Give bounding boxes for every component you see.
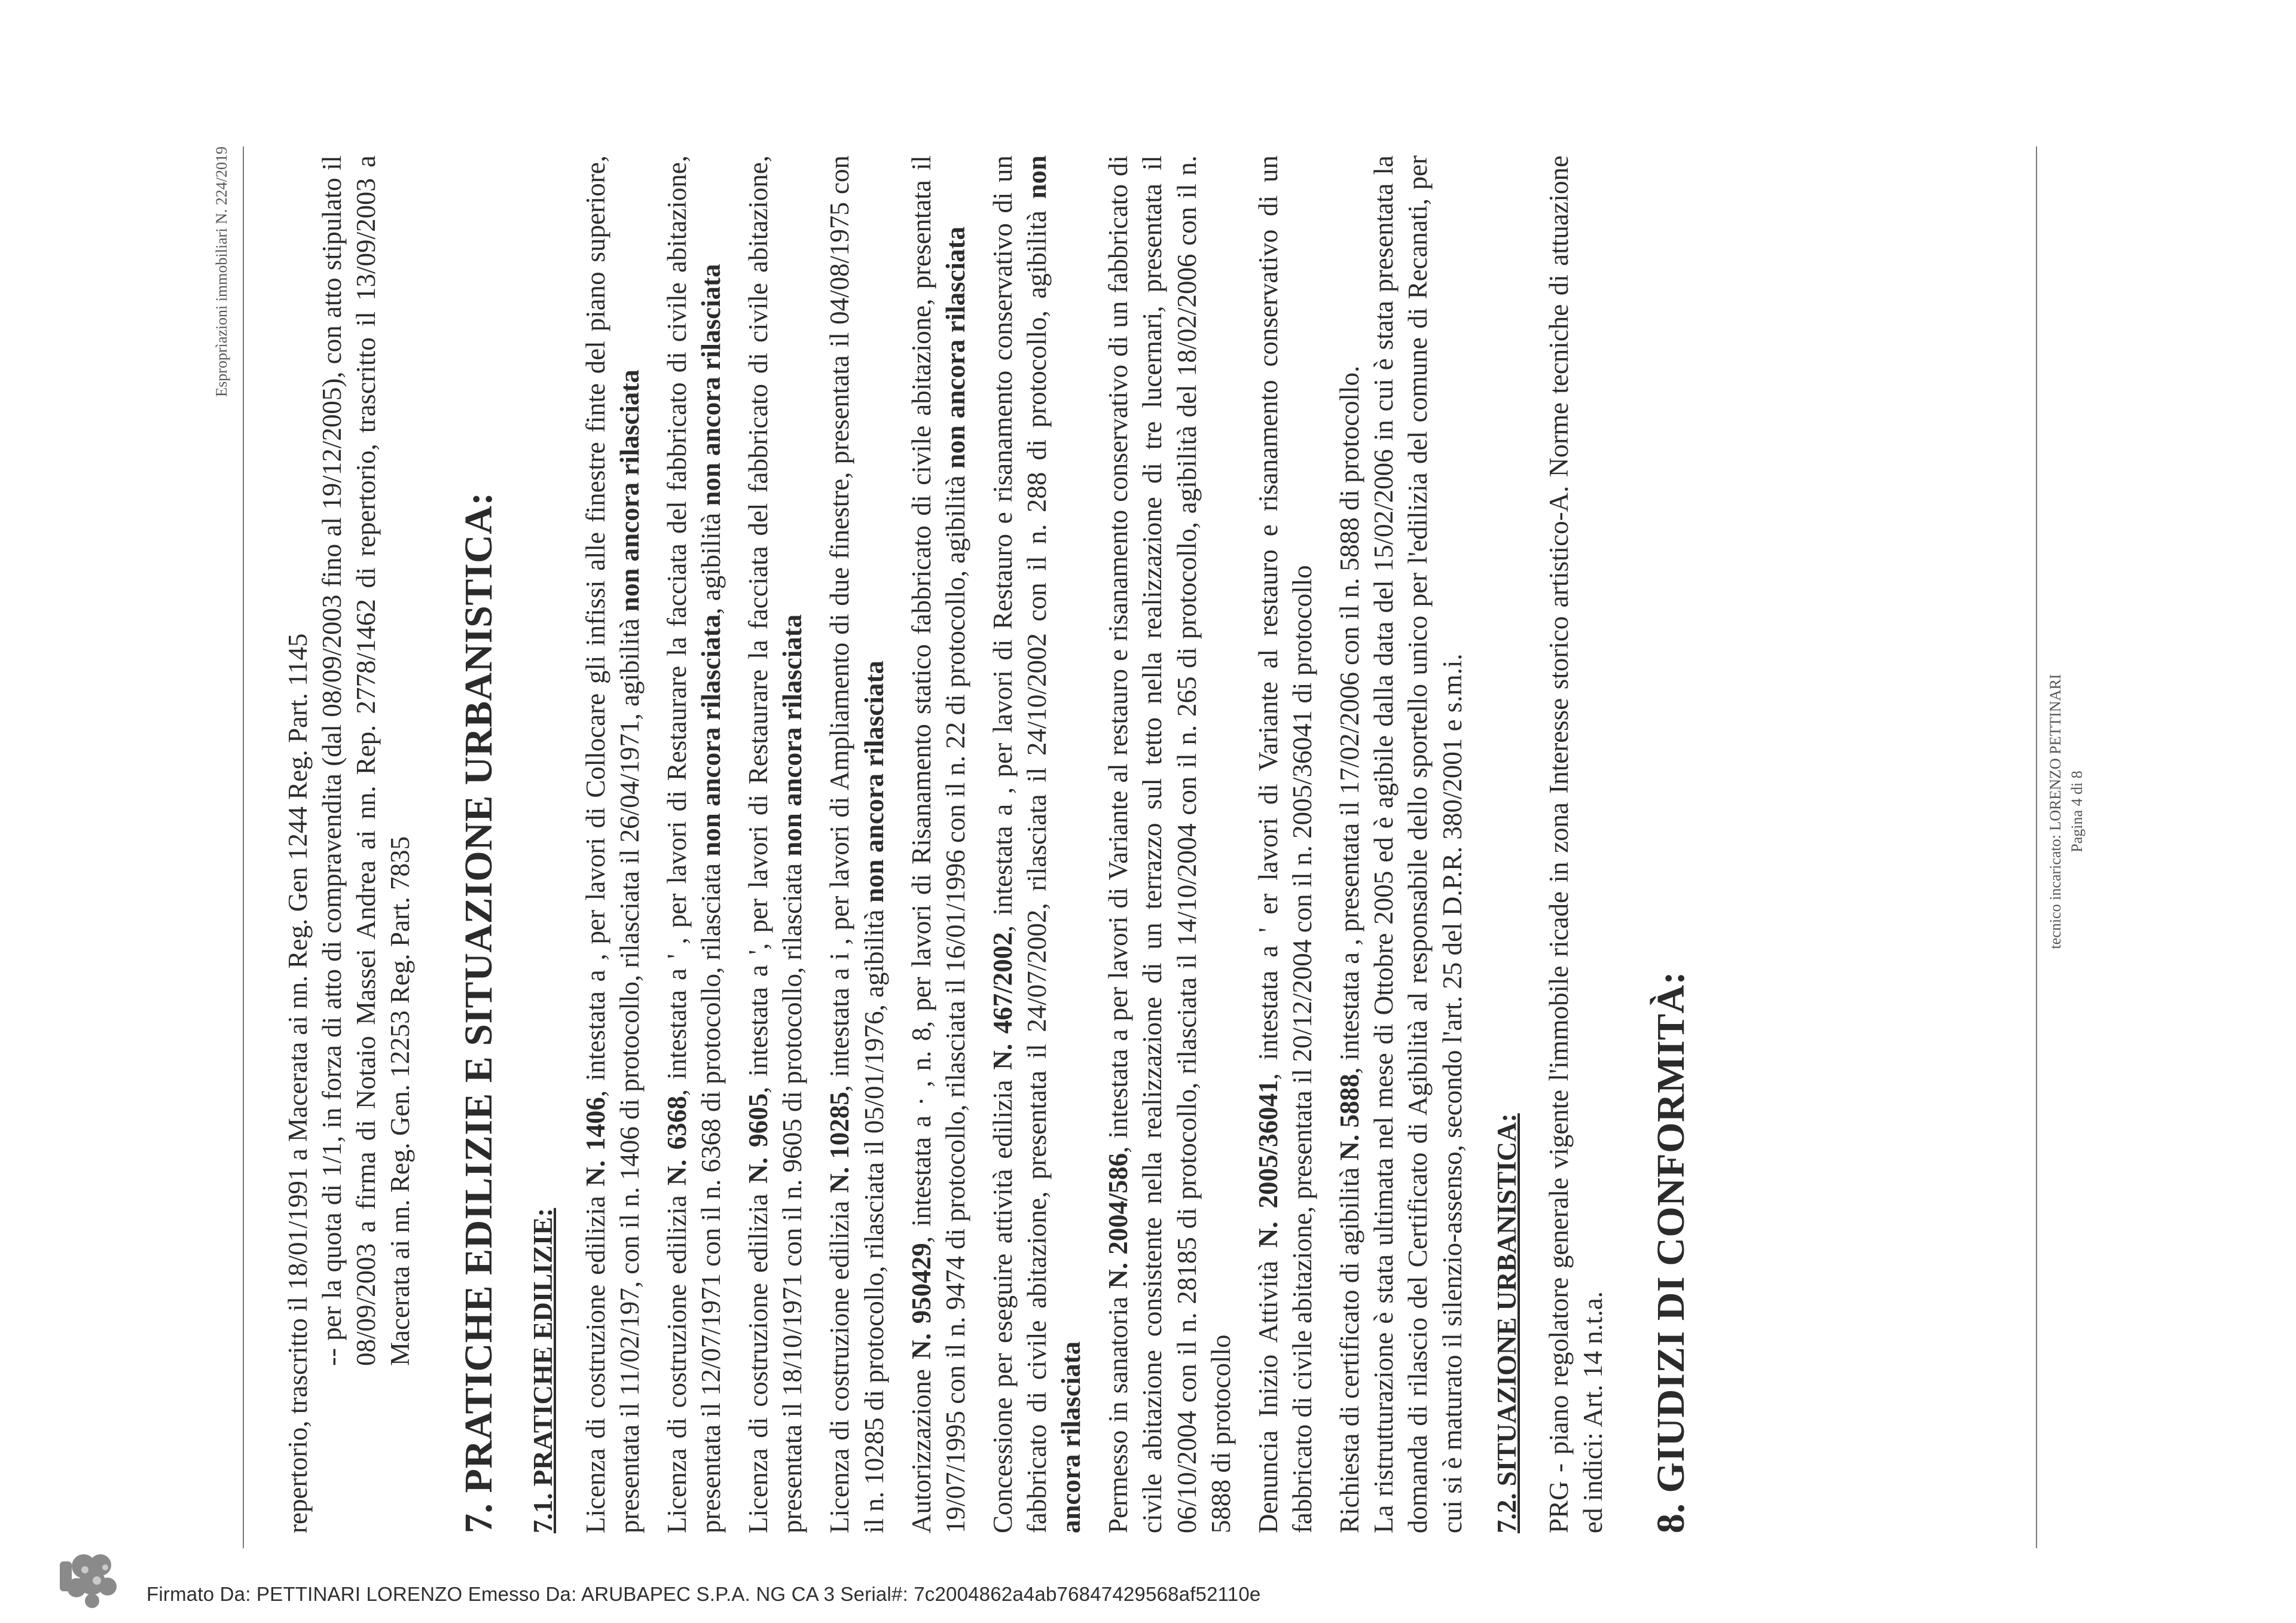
permit-10285	[823, 155, 891, 1533]
permit-text: Licenza di costruzione edilizia	[825, 1193, 855, 1533]
permit-2005-36041	[1251, 155, 1320, 1533]
permit-text: , intestata a ' er lavori di Variante al restauro e risanamento conservativo di un fabbricato di civile abitazione, presentata il 20/12/2004 con il n. 2005/36041 di protocollo	[1253, 155, 1318, 1533]
footer-rule	[2036, 146, 2037, 1548]
permit-text: , intestata a , per lavori di Collocare gli infissi alle finestre finte del piano superiore, presentata il 11/02/197, con il n. 1406 di protocollo, rilasciata il 26/04/1971, agibilità	[580, 155, 645, 1533]
permit-number: N. 1406	[580, 1097, 610, 1187]
permit-text: Autorizzazione	[906, 1359, 936, 1533]
permit-467-2002	[986, 155, 1088, 1533]
subsection-7-1-title: 7.1. PRATICHE EDILIZIE:	[528, 1208, 558, 1533]
permit-number: N. 2005/36041	[1253, 1080, 1283, 1248]
permit-950429	[905, 155, 973, 1533]
renovation-note: La ristrutturazione è stata ultimata nel mese di Ottobre 2005 ed è agibile dalla data del 15/02/2006 in cui è stata presentata la domanda di rilascio del Certificato di Agibilità al responsabile dello sportello unico per l'edilizia del comune di Recanati, per cui si è maturato il silenzio-assenso, secondo l'art. 25 del D.P.R. 380/2001 e s.m.i.	[1369, 155, 1467, 1533]
document-reference: Esproprìazioni immobiliari N. 224/2019	[213, 146, 230, 397]
permit-status: non ancora rilasciata	[695, 614, 726, 857]
permit-status: non ancora rilasciata	[614, 369, 645, 612]
page-footer	[2045, 0, 2089, 1623]
permit-text: Denuncia Inizio Attività	[1253, 1248, 1283, 1533]
permit-text: , agibilità	[695, 506, 726, 615]
permit-status: non ancora rilasciata	[940, 227, 970, 469]
intro-line-1: repertorio, trascritto il 18/01/1991 a Macerata ai nn. Reg. Gen 1244 Reg. Part. 1145	[283, 633, 313, 1533]
seal-icon	[48, 1541, 138, 1613]
permit-text: , intestata a ', per lavori di Restaurare la facciata del fabbricato di civile abitazione, presentata il 18/10/1971 con il n. 9605 di protocollo, rilasciata	[743, 155, 808, 1533]
permit-5888	[1333, 155, 1367, 1533]
footer-page-number: Pagina 4 di 8	[2068, 771, 2086, 852]
permit-number: N. 5888	[1335, 1074, 1365, 1161]
permit-text: Licenza di costruzione edilizia	[743, 1183, 774, 1533]
intro-line-2: -- per la quota di 1/1, in forza di atto di compravendita (dal 08/09/2003 fino al 19/12/2005), con atto stipulato il 08/09/2003 a firma di Notaio Massei Andrea ai nn. Rep. 2778/1462 di repertorio, trascritto il 13/09/2003 a Macerata ai nn. Reg. Gen. 12253 Reg. Part. 7835	[317, 155, 416, 1366]
digital-signature-text: Firmato Da: PETTINARI LORENZO Emesso Da: ARUBAPEC S.P.A. NG CA 3 Serial#: 7c2004862a4ab76847429568af52110e	[146, 1583, 1261, 1605]
permit-number: N. 10285	[825, 1092, 855, 1193]
permit-text: Permesso in sanatoria	[1103, 1288, 1134, 1533]
subsection-7-2-title: 7.2. SITUAZIONE URBANISTICA:	[1491, 1113, 1522, 1533]
urban-plan-text: PRG - piano regolatore generale vigente l'immobile ricade in zona Interesse storico artistico-A. Norme tecniche di attuazione ed indici: Art. 14 n.t.a.	[1543, 155, 1608, 1533]
permit-1406	[579, 155, 647, 1533]
header-rule	[243, 146, 244, 1548]
permit-9605	[741, 155, 810, 1533]
section-7-title: 7. PRATICHE EDILIZIE E SITUAZIONE URBANISTICA:	[456, 492, 500, 1533]
permit-text: Licenza di costruzione edilizia	[661, 1185, 692, 1533]
permit-status: non ancora rilasciata	[777, 614, 808, 857]
permit-text: , intestata a · , n. 8, per lavori di Risanamento statico fabbricato di civile abitazione, presentata il 19/07/1995 con il n. 9474 di protocollo, rilasciata il 16/01/1996 con il n. 22 di protocollo, agibilità	[906, 155, 970, 1533]
permit-6368	[660, 155, 728, 1533]
permit-text: Licenza di costruzione edilizia	[580, 1186, 610, 1533]
permit-text: , intestata a , presentata il 17/02/2006 con il n. 5888 di protocollo.	[1335, 365, 1365, 1074]
permit-number: N. 6368	[661, 1096, 692, 1186]
permit-status: non ancora rilasciata	[859, 661, 889, 903]
permit-status: non ancora rilasciata	[695, 264, 726, 506]
page-body	[281, 155, 1719, 1533]
permit-text: , intestata a , per lavori di Restauro e risanamento conservativo di un fabbricato di civile abitazione, presentata il 24/07/2002, rilasciata il 24/10/2002 con il n. 288 di protocollo, agibilità	[987, 155, 1052, 1533]
permit-number: N. 2004/586	[1103, 1153, 1134, 1289]
permit-number: N. 950429	[906, 1243, 936, 1360]
permit-text: , intestata a ' , per lavori di Restaurare la facciata del fabbricato di civile abitazione, presentata il 12/07/1971 con il n. 6368 di protocollo, rilasciata	[661, 155, 726, 1533]
section-8-title: 8. GIUDIZI DI CONFORMITÀ:	[1649, 971, 1693, 1533]
permit-number: N. 9605	[743, 1093, 774, 1184]
permit-text: Richiesta di certificato di agibilità	[1335, 1160, 1365, 1533]
permit-text: , intestata a i , per lavori di Ampliamento di due finestre, presentata il 04/08/1975 con il n. 10285 di protocollo, rilasciata il 05/01/1976, agibilità	[825, 155, 889, 1533]
permit-status: non ancora rilasciata	[1022, 155, 1086, 1533]
permit-text: Concessione per eseguire attività edilizia	[987, 1069, 1018, 1533]
permit-2004-586	[1101, 155, 1238, 1533]
permit-number: N. 467/2002	[987, 932, 1018, 1070]
footer-author: tecnico incaricato: LORENZO PETTINARI	[2047, 674, 2064, 949]
permit-text: , intestata a per lavori di Variante al restauro e risanamento conservativo di un fabbricato di civile abitazione consistente nella realizzazione di un terrazzo sul tetto nella realizzazione di tre lucernari, presentata il 06/10/2004 con il n. 28185 di protocollo, rilasciata il 14/10/2004 con il n. 265 di protocollo, agibilità del 18/02/2006 con il n. 5888 di protocollo	[1103, 155, 1236, 1533]
